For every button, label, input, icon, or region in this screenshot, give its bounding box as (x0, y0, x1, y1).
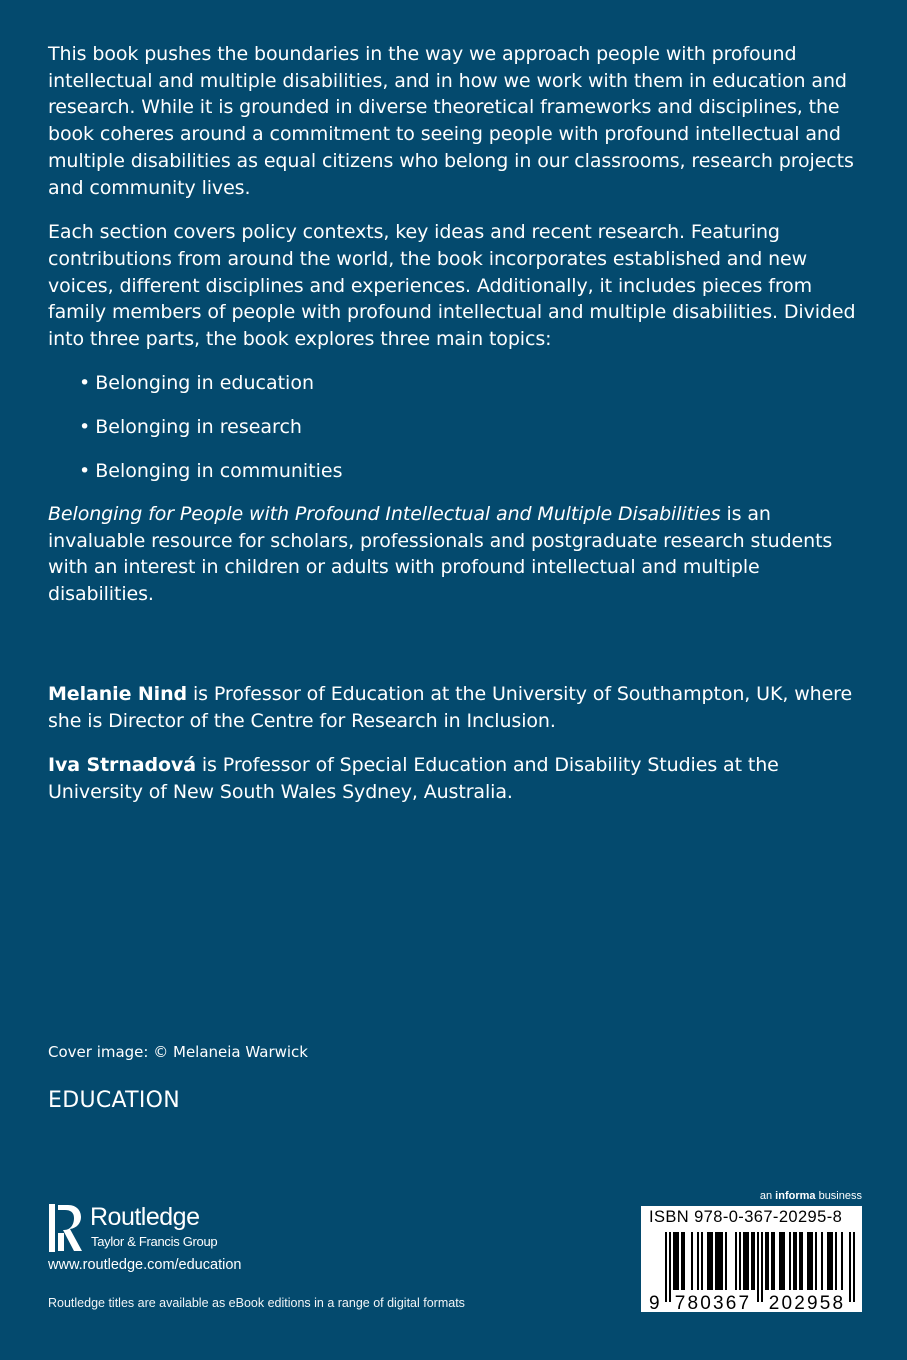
routledge-r-icon (48, 1203, 84, 1253)
book-title: Belonging for People with Profound Intellectual and Multiple Disabilities (48, 503, 721, 526)
barcode-bar (815, 1232, 817, 1290)
barcode-bar (701, 1232, 703, 1290)
barcode-bar (757, 1232, 759, 1302)
barcode-bar (783, 1232, 785, 1290)
barcode-bar (683, 1232, 685, 1290)
author-name: Melanie Nind (48, 683, 188, 705)
barcode-bar (779, 1232, 781, 1290)
author-bio (48, 752, 863, 805)
description-paragraph-3 (48, 501, 863, 608)
publisher-logo (48, 1199, 288, 1255)
barcode-bar (681, 1232, 683, 1290)
barcode-bar (821, 1232, 823, 1290)
barcode-bar (829, 1232, 831, 1290)
publisher-group: Taylor & Francis Group (91, 1234, 218, 1249)
barcode-bar (771, 1232, 773, 1290)
barcode-bar (795, 1232, 797, 1290)
barcode-bar (719, 1232, 721, 1290)
barcode-bar (735, 1232, 737, 1290)
barcode-bar (665, 1232, 667, 1302)
barcode-bar (709, 1232, 711, 1290)
list-item (79, 370, 863, 397)
barcode-bar (691, 1232, 693, 1290)
barcode-bar (789, 1232, 791, 1290)
barcode-bar (725, 1232, 727, 1290)
barcode-bar (711, 1232, 713, 1290)
barcode-bar (765, 1232, 767, 1290)
barcode-bar (781, 1232, 783, 1290)
barcode-bar (835, 1232, 837, 1290)
list-item (79, 458, 863, 485)
barcode-bar (807, 1232, 809, 1290)
barcode-digit-lead: 9 (649, 1293, 662, 1312)
ebook-note: Routledge titles are available as eBook editions in a range of digital formats (48, 1296, 465, 1310)
topic-label: Belonging in research (95, 416, 302, 439)
barcode-bar (677, 1232, 679, 1290)
barcode-bar (697, 1232, 699, 1290)
barcode-bar (721, 1232, 723, 1290)
barcode-bar (799, 1232, 801, 1290)
informa-business-label (760, 1190, 862, 1202)
barcode-bar (753, 1232, 755, 1290)
publisher-name: Routledge (90, 1203, 200, 1231)
barcode-bar (675, 1232, 677, 1290)
informa-suffix: business (815, 1190, 862, 1202)
topic-label: Belonging in communities (95, 460, 343, 483)
informa-brand: informa (775, 1190, 816, 1202)
informa-prefix: an (759, 1190, 776, 1202)
barcode-bar (747, 1232, 749, 1290)
author-bio-text: is Professor of Special Education and Disability Studies at the University of New South Wales Sydney, Australia. (48, 754, 779, 804)
barcode-digits-right: 202958 (768, 1293, 846, 1312)
barcode-bar (849, 1232, 851, 1302)
author-bio-text: is Professor of Education at the University of Southampton, UK, where she is Director of the Centre for Research in Inclusion. (48, 683, 853, 732)
barcode-bar (767, 1232, 769, 1290)
barcode-bar (773, 1232, 775, 1290)
description (48, 41, 863, 608)
author-name: Iva Strnadová (48, 754, 196, 777)
description-paragraph-1: This book pushes the boundaries in the way we approach people with profound intellectual and multiple disabilities, and in how we work with them in education and research. While it is grounded in diverse theoretical frameworks and disciplines, the book coheres around a commitment to seeing people with profound intellectual and multiple disabilities as equal citizens who belong in our classrooms, research projects and community lives. (48, 43, 854, 199)
barcode-bar (739, 1232, 741, 1290)
barcode-bar (831, 1232, 833, 1290)
barcode-bar (717, 1232, 719, 1290)
barcode-digits-left: 780367 (674, 1293, 752, 1312)
barcode-bar (761, 1232, 763, 1302)
author-bio (48, 681, 863, 734)
isbn-barcode (641, 1206, 862, 1312)
subject-category: EDUCATION (48, 1088, 181, 1113)
barcode-bar (793, 1232, 795, 1290)
barcode-bar (707, 1232, 709, 1290)
barcode-bar (743, 1232, 745, 1290)
publisher-url[interactable]: www.routledge.com/education (48, 1257, 242, 1273)
barcode-bar (745, 1232, 747, 1290)
barcode-bar (827, 1232, 829, 1290)
cover-credit: Cover image: © Melaneia Warwick (48, 1043, 308, 1061)
barcode-bar (809, 1232, 811, 1290)
bullet: • (79, 371, 91, 394)
barcode-bar (715, 1232, 717, 1290)
paragraph-3-text: is an invaluable resource for scholars, professionals and postgraduate research students with an interest in children or adults with profound intellectual and multiple disabilities. (48, 503, 833, 606)
barcode-bar (673, 1232, 675, 1290)
isbn-label: ISBN 978-0-367-20295-8 (649, 1208, 843, 1226)
barcode-bar (669, 1232, 671, 1302)
list-item (79, 414, 863, 441)
topic-label: Belonging in education (95, 371, 315, 394)
barcode-bar (751, 1232, 753, 1290)
bullet: • (79, 416, 91, 439)
author-bios (48, 681, 863, 806)
barcode-bar (801, 1232, 803, 1290)
bullet: • (79, 460, 91, 483)
barcode-bar (841, 1232, 843, 1290)
barcode-bar (853, 1232, 855, 1302)
barcode-bars (645, 1230, 858, 1312)
barcode-bar (811, 1232, 813, 1290)
description-paragraph-2: Each section covers policy contexts, key ideas and recent research. Featuring contributions from around the world, the book incorporates established and new voices, different disciplines and experiences. Additionally, it includes pieces from family members of people with profound intellectual and multiple disabilities. Divided into three parts, the book explores three main topics: (48, 221, 856, 351)
topics-list (79, 370, 863, 485)
